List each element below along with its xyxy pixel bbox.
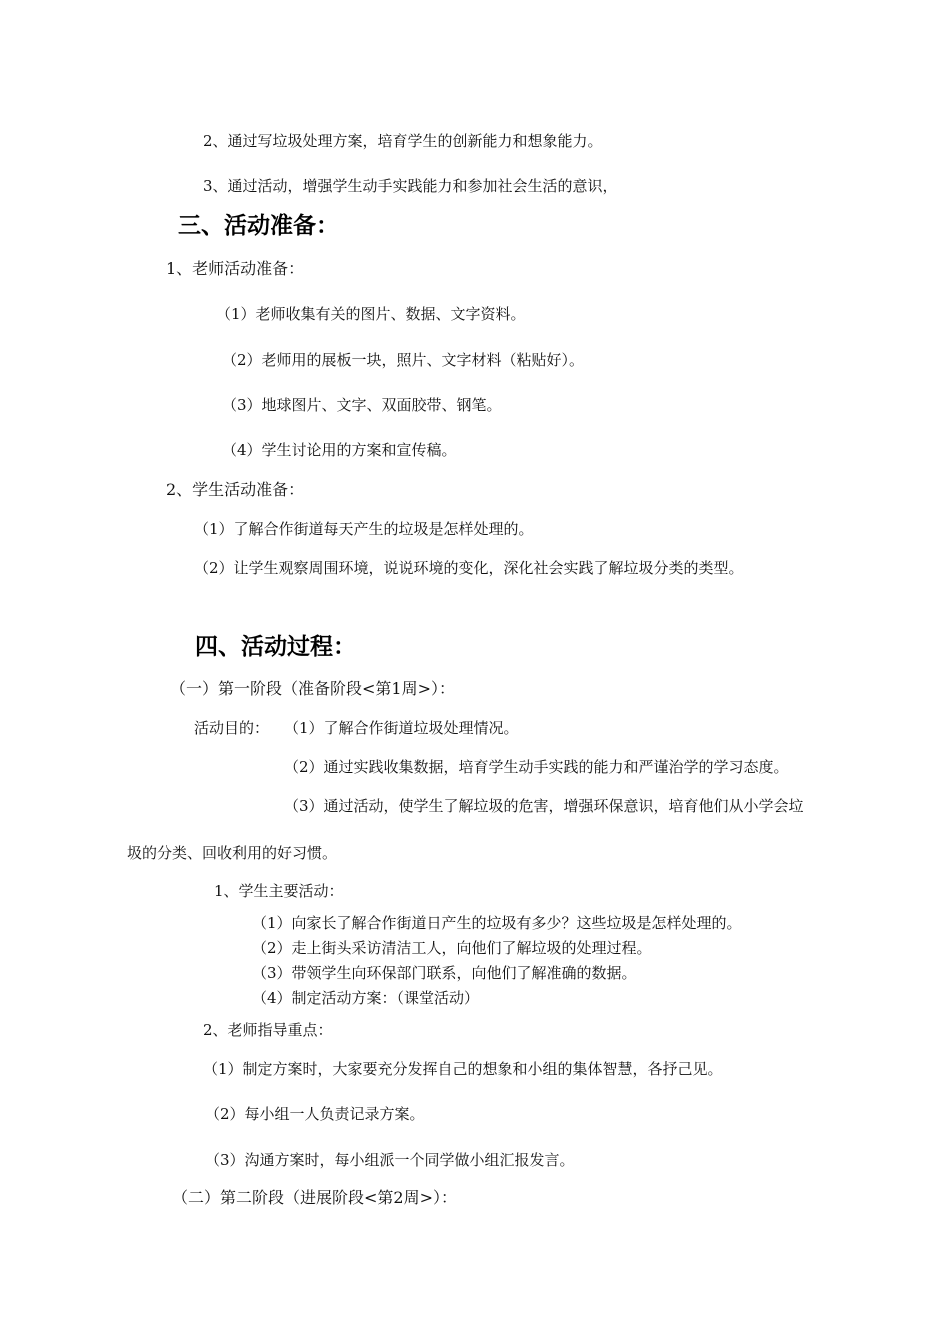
goal-item-3: 3、通过活动，增强学生动手实践能力和参加社会生活的意识， — [203, 177, 618, 195]
phase-1-title: （一）第一阶段（准备阶段<第1周>）： — [170, 679, 455, 698]
purpose-item: （3）通过活动，使学生了解垃圾的危害，增强环保意识，培育他们从小学会垃 — [284, 797, 804, 815]
student-prep-item: （2）让学生观察周围环境，说说环境的变化，深化社会实践了解垃圾分类的类型。 — [194, 559, 744, 577]
teacher-focus-item: （2）每小组一人负责记录方案。 — [205, 1105, 425, 1123]
student-activity-item: （2）走上街头采访清洁工人，向他们了解垃圾的处理过程。 — [252, 939, 652, 957]
purpose-item-continued: 圾的分类、回收利用的好习惯。 — [127, 844, 338, 862]
section-4-heading: 四、活动过程： — [195, 634, 356, 660]
teacher-prep-item: （3）地球图片、文字、双面胶带、钢笔。 — [222, 396, 502, 414]
section-3-heading: 三、活动准备： — [178, 213, 339, 239]
teacher-prep-item: （2）老师用的展板一块，照片、文字材料（粘贴好）。 — [222, 351, 585, 369]
student-prep-title: 2、学生活动准备： — [166, 480, 305, 499]
purpose-label: 活动目的： — [194, 719, 270, 737]
teacher-focus-item: （1）制定方案时，大家要充分发挥自己的想象和小组的集体智慧，各抒己见。 — [203, 1060, 723, 1078]
purpose-item: （2）通过实践收集数据，培育学生动手实践的能力和严谨治学的学习态度。 — [284, 758, 789, 776]
phase-2-title: （二）第二阶段（进展阶段<第2周>）： — [172, 1188, 457, 1207]
student-activity-item: （4）制定活动方案：（课堂活动） — [252, 989, 480, 1007]
teacher-prep-item: （4）学生讨论用的方案和宣传稿。 — [222, 441, 457, 459]
student-activity-item: （3）带领学生向环保部门联系，向他们了解准确的数据。 — [252, 964, 637, 982]
teacher-focus-title: 2、老师指导重点： — [203, 1021, 333, 1039]
teacher-prep-item: （1）老师收集有关的图片、数据、文字资料。 — [216, 305, 526, 323]
goal-item-2: 2、通过写垃圾处理方案，培育学生的创新能力和想象能力。 — [203, 132, 603, 150]
teacher-focus-item: （3）沟通方案时，每小组派一个同学做小组汇报发言。 — [205, 1151, 575, 1169]
student-activity-item: （1）向家长了解合作街道日产生的垃圾有多少？这些垃圾是怎样处理的。 — [252, 914, 742, 932]
student-activities-title: 1、学生主要活动： — [214, 882, 344, 900]
teacher-prep-title: 1、老师活动准备： — [166, 259, 305, 278]
purpose-item: （1）了解合作街道垃圾处理情况。 — [284, 719, 519, 737]
student-prep-item: （1）了解合作街道每天产生的垃圾是怎样处理的。 — [194, 520, 534, 538]
